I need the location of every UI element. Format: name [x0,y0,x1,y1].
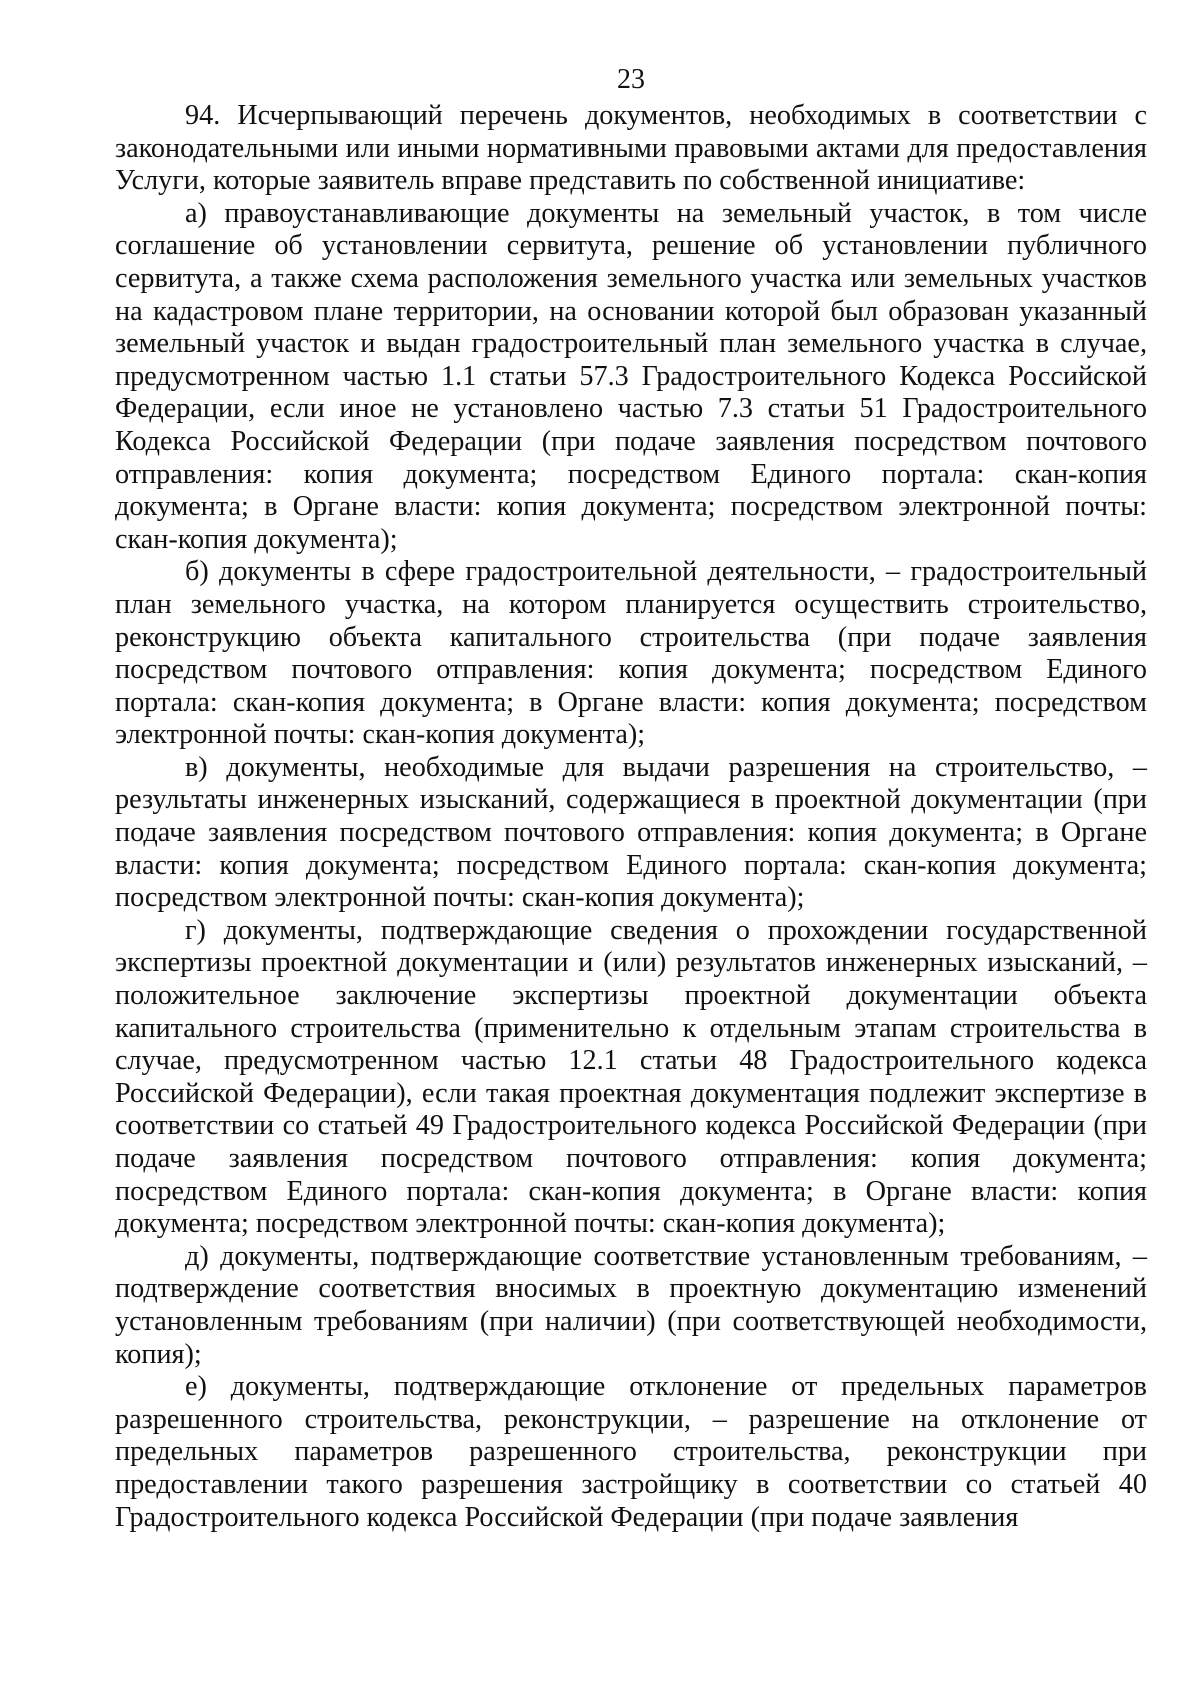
paragraph-item-g: г) документы, подтверждающие сведения о прохождении государственной экспертизы проектной документации и (или) результатов инженерных изысканий, – положительное заключение экспертизы проектной документации объекта капитального строительства (применительно к отдельным этапам строительства в случае, предусмотренном частью 12.1 статьи 48 Градостроительного кодекса Российской Федерации), если такая проектная документация подлежит экспертизе в соответствии со статьей 49 Градостроительного кодекса Российской Федерации (при подаче заявления посредством почтового отправления: копия документа; посредством Единого портала: скан-копия документа; в Органе власти: копия документа; посредством электронной почты: скан-копия документа); [115,914,1147,1240]
paragraph-94-intro: 94. Исчерпывающий перечень документов, необходимых в соответствии с законодательными или иными нормативными правовыми актами для предоставления Услуги, которые заявитель вправе представить по собственной инициативе: [115,100,1147,197]
paragraph-item-d: д) документы, подтверждающие соответствие установленным требованиям, – подтверждение соответствия вносимых в проектную документацию изменений установленным требованиям (при наличии) (при соответствующей необходимости, копия); [115,1240,1147,1370]
page-number: 23 [617,64,645,95]
document-page [115,62,1147,1534]
paragraph-item-b: б) документы в сфере градостроительной деятельности, – градостроительный план земельного участка, на котором планируется осуществить строительство, реконструкцию объекта капитального строительства (при подаче заявления посредством почтового отправления: копия документа; посредством Единого портала: скан-копия документа; в Органе власти: копия документа; посредством электронной почты: скан-копия документа); [115,556,1147,751]
paragraph-item-a: а) правоустанавливающие документы на земельный участок, в том числе соглашение об установлении сервитута, решение об установлении публичного сервитута, а также схема расположения земельного участка или земельных участков на кадастровом плане территории, на основании которой был образован указанный земельный участок и выдан градостроительный план земельного участка в случае, предусмотренном частью 1.1 статьи 57.3 Градостроительного Кодекса Российской Федерации, если иное не установлено частью 7.3 статьи 51 Градостроительного Кодекса Российской Федерации (при подаче заявления посредством почтового отправления: копия документа; посредством Единого портала: скан-копия документа; в Органе власти: копия документа; посредством электронной почты: скан-копия документа); [115,197,1147,555]
paragraph-item-e: е) документы, подтверждающие отклонение от предельных параметров разрешенного строительства, реконструкции, – разрешение на отклонение от предельных параметров разрешенного строительства, реконструкции при предоставлении такого разрешения застройщику в соответствии со статьей 40 Градостроительного кодекса Российской Федерации (при подаче заявления [115,1371,1147,1533]
paragraph-item-v: в) документы, необходимые для выдачи разрешения на строительство, – результаты инженерных изысканий, содержащиеся в проектной документации (при подаче заявления посредством почтового отправления: копия документа; в Органе власти: копия документа; посредством Единого портала: скан-копия документа; посредством электронной почты: скан-копия документа); [115,751,1147,914]
